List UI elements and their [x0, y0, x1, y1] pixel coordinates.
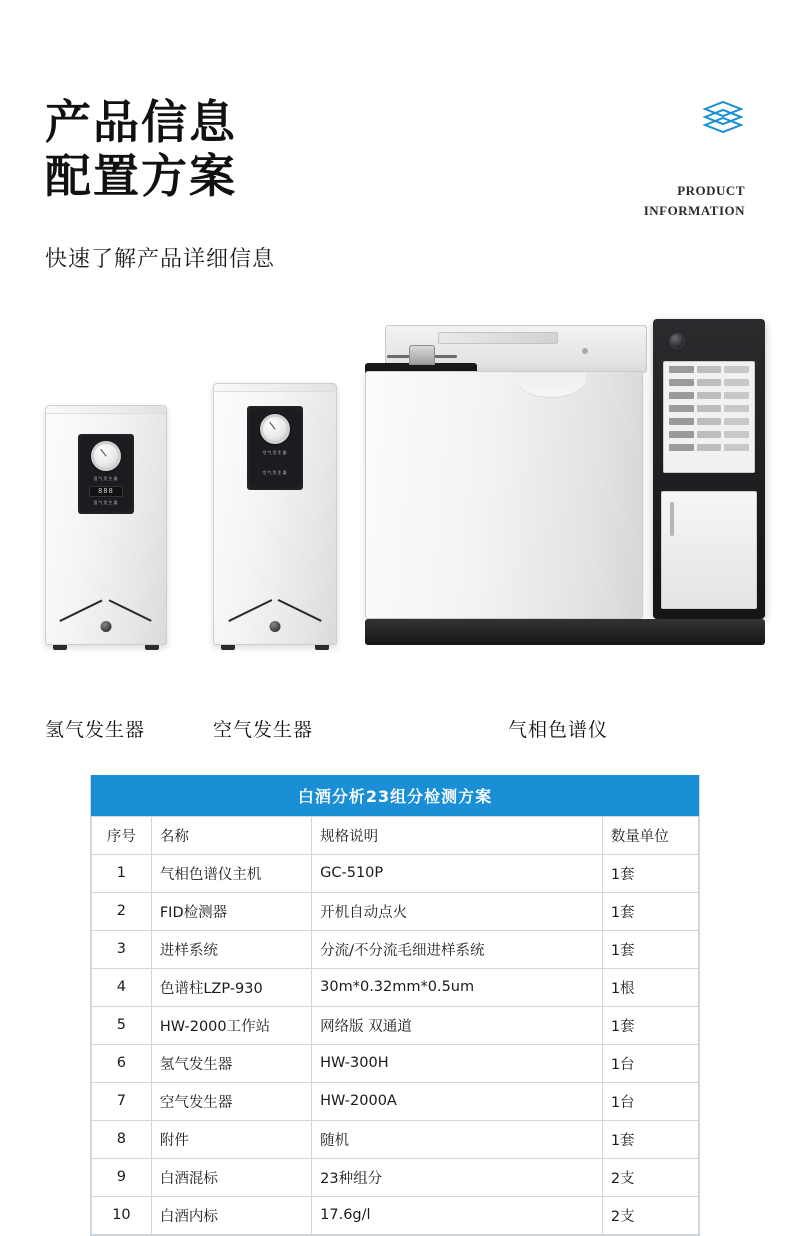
cell-spec: 随机: [312, 1120, 603, 1158]
cell-spec: 分流/不分流毛细进样系统: [312, 930, 603, 968]
generator-top-strip: [214, 384, 336, 392]
cell-index: 6: [92, 1044, 152, 1082]
gc-control-tower: [653, 319, 765, 619]
cell-index: 10: [92, 1196, 152, 1234]
hydrogen-generator-display: 888: [89, 486, 123, 497]
table-row: [92, 854, 699, 892]
cell-spec: 开机自动点火: [312, 892, 603, 930]
gc-lower-door: [661, 491, 757, 609]
generator-chevron-decor: [60, 596, 151, 622]
cell-qty: 1台: [602, 1044, 698, 1082]
cell-name: 空气发生器: [151, 1082, 311, 1120]
pressure-gauge-icon: [260, 414, 290, 444]
cell-qty: 1套: [602, 1006, 698, 1044]
air-generator-panel-label: 空气发生器: [262, 449, 288, 455]
stacked-layers-icon: [545, 100, 745, 139]
hydrogen-generator-panel-sublabel: 氢气发生器: [93, 499, 119, 505]
generator-feet: [213, 645, 337, 650]
page-title-line1: 产品信息: [45, 95, 237, 149]
power-led-icon: [669, 333, 685, 349]
gc-oven-body: [365, 371, 643, 619]
gc-control-screen: [663, 361, 755, 473]
cell-name: 白酒内标: [151, 1196, 311, 1234]
gc-body-bulge: [516, 372, 586, 398]
column-header-spec: 规格说明: [312, 816, 603, 854]
gc-injector-cap: [409, 345, 435, 365]
product-information-label: [545, 181, 745, 220]
cell-name: 氢气发生器: [151, 1044, 311, 1082]
table-row: [92, 930, 699, 968]
table-row: [92, 968, 699, 1006]
cell-name: FID检测器: [151, 892, 311, 930]
cell-qty: 1套: [602, 854, 698, 892]
gc-top-indicator: [582, 348, 588, 354]
pressure-gauge-icon: [91, 441, 121, 471]
cell-spec: 网络版 双通道: [312, 1006, 603, 1044]
cell-qty: 1台: [602, 1082, 698, 1120]
cell-spec: 17.6g/l: [312, 1196, 603, 1234]
cell-spec: HW-300H: [312, 1044, 603, 1082]
column-header-index: 序号: [92, 816, 152, 854]
table-row: [92, 1158, 699, 1196]
column-header-qty: 数量单位: [602, 816, 698, 854]
cell-qty: 2支: [602, 1196, 698, 1234]
cell-name: 色谱柱LZP-930: [151, 968, 311, 1006]
cell-qty: 2支: [602, 1158, 698, 1196]
air-generator-panel: [247, 406, 303, 490]
spec-table: [91, 775, 699, 1235]
cell-spec: GC-510P: [312, 854, 603, 892]
table-row: [92, 1082, 699, 1120]
cell-index: 7: [92, 1082, 152, 1120]
generator-feet: [45, 645, 167, 650]
product-information-line2: INFORMATION: [643, 202, 745, 218]
cell-index: 1: [92, 854, 152, 892]
table-row: [92, 892, 699, 930]
cell-spec: 23种组分: [312, 1158, 603, 1196]
header-right-block: [545, 100, 745, 220]
caption-gas-chromatograph: 气相色谱仪: [508, 718, 609, 741]
hydrogen-generator-panel: [78, 434, 134, 514]
cell-spec: HW-2000A: [312, 1082, 603, 1120]
air-generator-panel-sublabel: 空气发生器: [262, 469, 288, 475]
cell-name: 进样系统: [151, 930, 311, 968]
cell-qty: 1套: [602, 1120, 698, 1158]
gc-top-lid: [438, 332, 558, 344]
table-row: [92, 1044, 699, 1082]
spec-table-wrapper: [90, 775, 700, 1236]
spec-table-title: 白酒分析23组分检测方案: [91, 775, 699, 816]
gc-door-handle: [670, 502, 674, 536]
cell-index: 4: [92, 968, 152, 1006]
image-captions: [0, 715, 790, 757]
cell-name: 白酒混标: [151, 1158, 311, 1196]
table-row: [92, 1006, 699, 1044]
caption-air-generator: 空气发生器: [213, 718, 314, 741]
cell-index: 3: [92, 930, 152, 968]
cell-index: 9: [92, 1158, 152, 1196]
cell-index: 8: [92, 1120, 152, 1158]
caption-hydrogen-generator: 氢气发生器: [45, 718, 146, 741]
cell-qty: 1根: [602, 968, 698, 1006]
cell-index: 5: [92, 1006, 152, 1044]
table-row: [92, 1196, 699, 1234]
page-subheading: 快速了解产品详细信息: [45, 246, 276, 272]
column-header-name: 名称: [151, 816, 311, 854]
gas-chromatograph-image: [365, 300, 765, 645]
product-image-area: [0, 295, 790, 715]
generator-knob-icon: [270, 621, 281, 632]
page-header: [0, 0, 790, 273]
table-header-row: [92, 816, 699, 854]
cell-qty: 1套: [602, 892, 698, 930]
generator-chevron-decor: [229, 596, 322, 622]
air-generator-image: [213, 383, 337, 645]
gc-base-plate: [365, 619, 765, 645]
generator-top-strip: [46, 406, 166, 414]
hydrogen-generator-panel-label: 氢气发生器: [93, 475, 119, 481]
page-title-line2: 配置方案: [45, 149, 237, 204]
product-information-line1: PRODUCT: [677, 183, 745, 198]
hydrogen-generator-image: [45, 405, 167, 645]
generator-knob-icon: [101, 621, 112, 632]
cell-name: 附件: [151, 1120, 311, 1158]
cell-spec: 30m*0.32mm*0.5um: [312, 968, 603, 1006]
cell-index: 2: [92, 892, 152, 930]
cell-name: HW-2000工作站: [151, 1006, 311, 1044]
cell-qty: 1套: [602, 930, 698, 968]
table-row: [92, 1120, 699, 1158]
cell-name: 气相色谱仪主机: [151, 854, 311, 892]
